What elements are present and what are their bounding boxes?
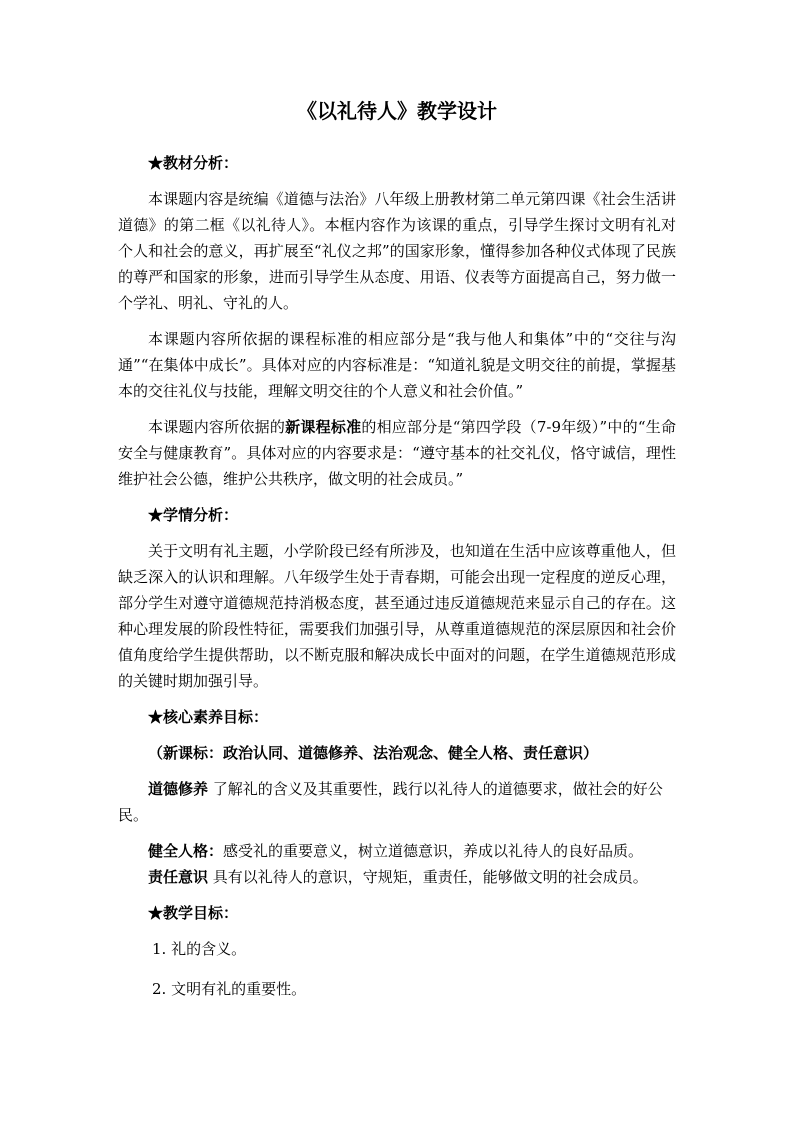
p3-text-after: 的相应部分是“第四学段（7-9年级）”中的“生命安全与健康教育”。具体对应的内容要求是：“遵守基本的社交礼仪，恪守诚信，理性维护社会公德，维护公共秩序，做文明的社会成员。” xyxy=(118,418,676,488)
teaching-goal-item: 1. 礼的含义。 xyxy=(152,940,247,958)
core-goal-personality xyxy=(118,838,676,864)
goal-text-moral: 了解礼的含义及其重要性，践行以礼待人的道德要求，做社会的好公民。 xyxy=(118,780,663,824)
core-literacy-subheading: （新课标：政治认同、道德修养、法治观念、健全人格、责任意识） xyxy=(148,744,599,762)
learners-paragraph: 关于文明有礼主题，小学阶段已经有所涉及，也知道在生活中应该尊重他人，但缺乏深入的认识和理解。八年级学生处于青春期，可能会出现一定程度的逆反心理，部分学生对遵守道德规范持消极态度，甚至通过违反道德规范来显示自己的存在。这种心理发展的阶段性特征，需要我们加强引导，从尊重道德规范的深层原因和社会价值角度给学生提供帮助，以不断克服和解决成长中面对的问题，在学生道德规范形成的关键时期加强引导。 xyxy=(118,542,676,690)
teaching-goal-item: 2. 文明有礼的重要性。 xyxy=(152,980,307,998)
goal-term-responsibility: 责任意识 xyxy=(148,868,209,886)
section-heading-core-literacy: ★核心素养目标： xyxy=(148,708,269,726)
materials-paragraph-3 xyxy=(118,414,676,492)
core-goal-moral xyxy=(118,776,676,828)
goal-text-responsibility: 具有以礼待人的意识，守规矩，重责任，能够做文明的社会成员。 xyxy=(212,868,648,886)
goal-text-personality: 感受礼的重要意义，树立道德意识，养成以礼待人的良好品质。 xyxy=(223,842,644,860)
section-heading-learners: ★学情分析： xyxy=(148,506,239,524)
materials-paragraph-1: 本课题内容是统编《道德与法治》八年级上册教材第二单元第四课《社会生活讲道德》的第二框《以礼待人》。本框内容作为该课的重点，引导学生探讨文明有礼对个人和社会的意义，再扩展至“礼仪之邦”的国家形象，懂得参加各种仪式体现了民族的尊严和国家的形象，进而引导学生从态度、用语、仪表等方面提高自己，努力做一个学礼、明礼、守礼的人。 xyxy=(118,190,676,312)
p3-bold-term: 新课程标准 xyxy=(285,418,362,436)
p3-text-before: 本课题内容所依据的 xyxy=(148,418,286,436)
goal-term-moral: 道德修养 xyxy=(148,780,209,798)
document-title: 《以礼待人》教学设计 xyxy=(297,99,497,123)
section-heading-teaching-goals: ★教学目标： xyxy=(148,904,239,922)
goal-term-personality: 健全人格： xyxy=(148,842,224,860)
core-goal-responsibility xyxy=(118,864,676,890)
section-heading-materials: ★教材分析： xyxy=(148,154,239,172)
materials-paragraph-2: 本课题内容所依据的课程标准的相应部分是“我与他人和集体”中的“交往与沟通”“在集体中成长”。具体对应的内容标准是：“知道礼貌是文明交往的前提，掌握基本的交往礼仪与技能，理解文明交往的个人意义和社会价值。” xyxy=(118,330,676,400)
